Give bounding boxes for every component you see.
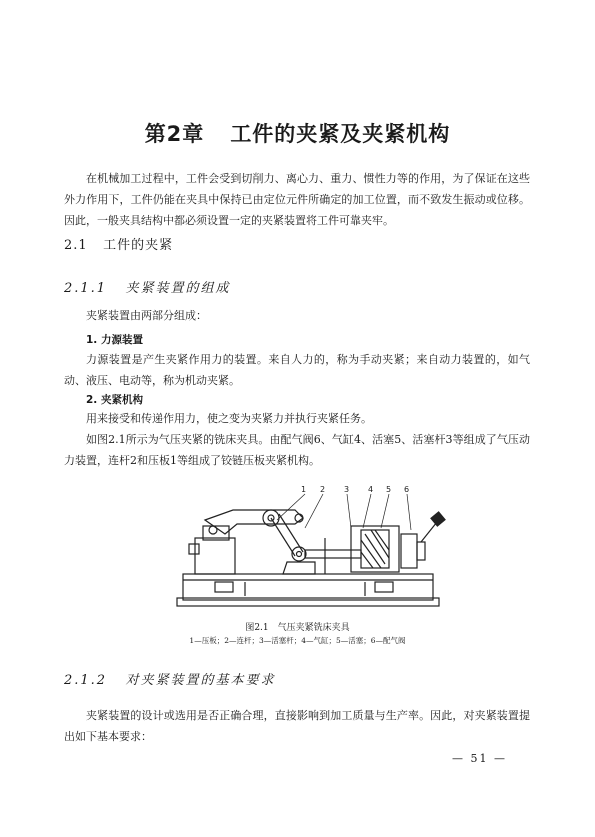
intro-paragraph: 在机械加工过程中，工件会受到切削力、离心力、重力、惯性力等的作用，为了保证在这些外力作用下，工件仍能在夹具中保持已由定位元件所确定的加工位置，而不致发生振动或位移。因此，一般夹具结构中都必须设置一定的夹紧装置将工件可靠夹牢。	[64, 172, 530, 227]
composition-intro: 夹紧装置由两部分组成：	[86, 309, 207, 322]
support-block	[189, 526, 235, 574]
figure-label-4: 4	[368, 485, 374, 494]
piston-rod	[305, 538, 361, 574]
figure-label-6: 6	[404, 485, 410, 494]
item2-text1: 用来接受和传递作用力，使之变为夹紧力并执行夹紧任务。	[86, 412, 372, 425]
item2-heading: 2. 夹紧机构	[86, 394, 143, 406]
section-2-1-1-heading: 2.1.1 夹紧装置的组成	[64, 281, 231, 296]
figure-legend: 1—压板；2—连杆；3—活塞杆；4—气缸；5—活塞；6—配气阀	[189, 636, 406, 645]
figure-2-1-drawing	[175, 478, 455, 618]
air-cylinder	[351, 526, 399, 572]
fixture-base	[177, 574, 439, 606]
item1-text: 力源装置是产生夹紧作用力的装置。来自人力的，称为手动夹紧；来自动力装置的，如气动、液压、电动等，称为机动夹紧。	[64, 353, 530, 387]
item1-heading: 1. 力源装置	[86, 334, 143, 346]
figure-label-3: 3	[344, 485, 350, 494]
requirements-intro: 夹紧装置的设计或选用是否正确合理，直接影响到加工质量与生产率。因此，对夹紧装置提出如下基本要求：	[64, 709, 530, 743]
pressing-plate	[205, 510, 303, 534]
figure-label-2: 2	[320, 485, 326, 494]
figure-caption: 图2.1 气压夹紧铣床夹具	[245, 623, 350, 633]
chapter-number: 第2章	[144, 122, 205, 146]
distribution-valve	[401, 512, 445, 568]
section-2-1-heading: 2.1 工件的夹紧	[64, 238, 174, 253]
chapter-title	[0, 118, 595, 148]
item2-text2: 如图2.1所示为气压夹紧的铣床夹具。由配气阀6、气缸4、活塞5、活塞杆3等组成了气压动力装置，连杆2和压板1等组成了铰链压板夹紧机构。	[64, 433, 530, 467]
figure-label-5: 5	[386, 485, 392, 494]
figure-label-1: 1	[301, 485, 307, 494]
page-number: — 51 —	[452, 752, 507, 765]
chapter-name: 工件的夹紧及夹紧机构	[230, 122, 451, 146]
section-2-1-2-heading: 2.1.2 对夹紧装置的基本要求	[64, 673, 276, 688]
